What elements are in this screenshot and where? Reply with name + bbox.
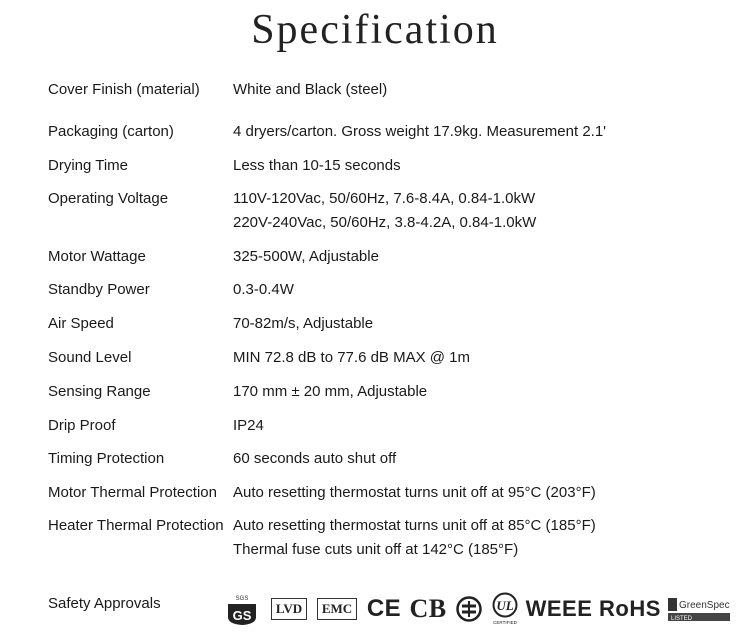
gs-logo-small-text: SGS	[235, 596, 249, 602]
cb-logo-text: CB	[409, 594, 447, 623]
spec-value-line: 60 seconds auto shut off	[233, 450, 397, 467]
spec-value-line: White and Black (steel)	[233, 81, 388, 98]
spec-value-line: 70-82m/s, Adjustable	[233, 315, 374, 332]
lvd-logo-text: LVD	[271, 598, 307, 620]
spec-value	[233, 120, 606, 144]
spec-label: Operating Voltage	[48, 190, 169, 207]
spec-label: Cover Finish (material)	[48, 81, 200, 98]
gs-logo	[224, 590, 260, 628]
spec-value	[233, 312, 373, 336]
weee-logo	[524, 590, 594, 628]
spec-value-line: MIN 72.8 dB to 77.6 dB MAX @ 1m	[233, 349, 470, 366]
spec-label: Air Speed	[48, 315, 114, 332]
page-title: Specification	[251, 7, 499, 53]
ul-logo-small-text: CERTIFIED	[493, 620, 517, 625]
spec-value-line: Less than 10-15 seconds	[233, 157, 401, 174]
emc-logo	[317, 590, 357, 628]
spec-label: Motor Thermal Protection	[48, 484, 217, 501]
ul-logo	[490, 590, 520, 628]
greenspec-logo-small-text: LISTED	[671, 616, 693, 622]
greenspec-logo	[666, 590, 732, 628]
spec-label: Sound Level	[48, 349, 132, 366]
ul-logo-text: UL	[496, 598, 514, 613]
spec-value-line: Thermal fuse cuts unit off at 142°C (185°F)	[233, 541, 519, 558]
spec-value-line: 220V-240Vac, 50/60Hz, 3.8-4.2A, 0.84-1.0kW	[233, 214, 537, 231]
spec-value-line: 4 dryers/carton. Gross weight 17.9kg. Measurement 2.1'	[233, 123, 607, 140]
spec-value-line: IP24	[233, 417, 264, 434]
spec-label: Packaging (carton)	[48, 123, 174, 140]
spec-value	[233, 245, 379, 269]
ce-logo	[364, 590, 404, 628]
spec-label: Drying Time	[48, 157, 129, 174]
spec-label: Standby Power	[48, 281, 150, 298]
spec-value-line: Auto resetting thermostat turns unit off at 85°C (185°F)	[233, 517, 596, 534]
spec-value-line: Auto resetting thermostat turns unit off at 95°C (203°F)	[233, 484, 596, 501]
spec-value	[233, 414, 264, 438]
spec-value-line: 325-500W, Adjustable	[233, 248, 379, 265]
greenspec-logo-text: GreenSpec	[679, 600, 730, 611]
circle-certification-icon	[454, 590, 484, 628]
spec-label: Heater Thermal Protection	[48, 517, 224, 534]
emc-logo-text: EMC	[317, 598, 357, 620]
cb-logo	[406, 590, 450, 628]
spec-label: Drip Proof	[48, 417, 116, 434]
safety-approvals-label: Safety Approvals	[48, 595, 161, 612]
gs-logo-text: GS	[232, 608, 252, 623]
spec-value-line: 170 mm ± 20 mm, Adjustable	[233, 383, 428, 400]
spec-value	[233, 447, 396, 471]
rohs-logo	[598, 590, 662, 628]
spec-value	[233, 278, 294, 302]
spec-value	[233, 154, 401, 178]
spec-value	[233, 187, 536, 235]
spec-value	[233, 481, 596, 505]
spec-value-line: 0.3-0.4W	[233, 281, 294, 298]
weee-logo-text: WEEE	[525, 596, 593, 621]
spec-label: Sensing Range	[48, 383, 151, 400]
spec-label: Timing Protection	[48, 450, 165, 467]
spec-value	[233, 346, 470, 370]
rohs-logo-text: RoHS	[599, 596, 661, 621]
spec-value	[233, 380, 427, 404]
spec-value	[233, 514, 596, 562]
certification-logos	[224, 590, 738, 628]
ce-logo-text: CE	[366, 595, 402, 622]
spec-value	[233, 78, 387, 102]
lvd-logo	[270, 590, 308, 628]
spec-label: Motor Wattage	[48, 248, 146, 265]
spec-value-line: 110V-120Vac, 50/60Hz, 7.6-8.4A, 0.84-1.0kW	[233, 190, 536, 207]
